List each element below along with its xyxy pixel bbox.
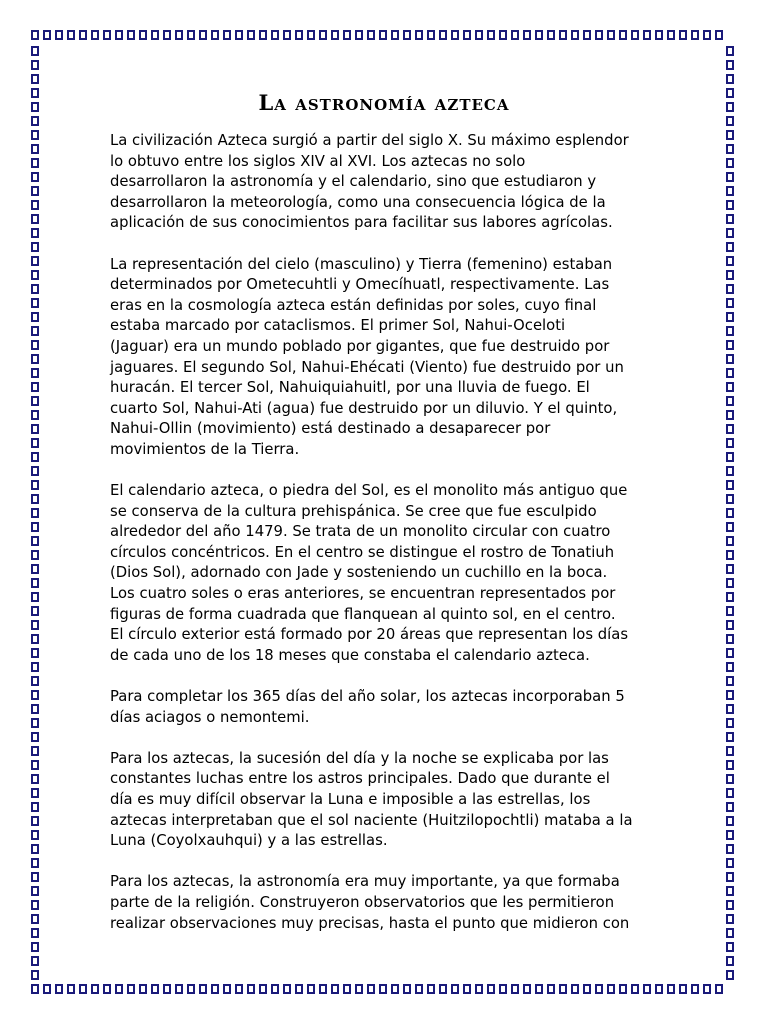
border-tile xyxy=(559,984,567,994)
border-tile xyxy=(726,312,734,322)
text-line: alrededor del año 1479. Se trata de un monolito circular con cuatro xyxy=(110,523,611,541)
border-tile xyxy=(31,550,39,560)
border-tile xyxy=(379,984,387,994)
border-tile xyxy=(726,550,734,560)
border-tile xyxy=(31,466,39,476)
text-line: El calendario azteca, o piedra del Sol, es el monolito más antiguo que xyxy=(110,482,628,500)
border-tile xyxy=(583,984,591,994)
border-tile xyxy=(31,942,39,952)
text-line: La representación del cielo (masculino) y Tierra (femenino) estaban xyxy=(110,255,613,273)
border-tile xyxy=(726,928,734,938)
border-tile xyxy=(726,396,734,406)
border-tile xyxy=(726,760,734,770)
border-tile xyxy=(31,396,39,406)
text-line: desarrollaron la meteorología, como una consecuencia lógica de la xyxy=(110,193,606,211)
border-tile xyxy=(726,242,734,252)
border-tile xyxy=(726,424,734,434)
text-line: parte de la religión. Construyeron observatorios que les permitieron xyxy=(110,893,615,911)
border-tile xyxy=(31,494,39,504)
border-tile xyxy=(187,984,195,994)
border-tile xyxy=(631,984,639,994)
border-tile xyxy=(31,228,39,238)
border-tile xyxy=(391,984,399,994)
border-tile xyxy=(595,984,603,994)
border-tile xyxy=(319,30,327,40)
border-tile xyxy=(451,30,459,40)
text-line: círculos concéntricos. En el centro se distingue el rostro de Tonatiuh xyxy=(110,543,615,561)
border-tile xyxy=(726,900,734,910)
border-tile xyxy=(175,984,183,994)
text-line: cuarto Sol, Nahui-Ati (agua) fue destruido por un diluvio. Y el quinto, xyxy=(110,399,618,417)
border-tile xyxy=(31,606,39,616)
border-tile xyxy=(726,746,734,756)
border-tile xyxy=(403,984,411,994)
border-tile xyxy=(726,578,734,588)
border-tile xyxy=(67,984,75,994)
border-tile xyxy=(31,970,39,980)
border-tile xyxy=(31,718,39,728)
border-tile xyxy=(726,508,734,518)
text-line: Para los aztecas, la sucesión del día y la noche se explicaba por las xyxy=(110,749,609,767)
border-tile xyxy=(295,984,303,994)
border-tile xyxy=(607,30,615,40)
border-tile xyxy=(379,30,387,40)
border-tile xyxy=(31,774,39,784)
border-tile xyxy=(31,312,39,322)
border-tile xyxy=(31,746,39,756)
border-tile xyxy=(726,970,734,980)
border-tile xyxy=(283,30,291,40)
border-tile xyxy=(55,30,63,40)
border-tile xyxy=(103,984,111,994)
text-line: eras en la cosmología azteca están definidas por soles, cuyo final xyxy=(110,296,597,314)
border-tile xyxy=(31,452,39,462)
text-line: (Jaguar) era un mundo poblado por gigantes, que fue destruido por xyxy=(110,337,610,355)
border-tile xyxy=(726,690,734,700)
border-tile xyxy=(31,354,39,364)
border-tile xyxy=(726,74,734,84)
border-tile xyxy=(127,984,135,994)
border-tile xyxy=(31,928,39,938)
paragraph-5 xyxy=(110,749,670,852)
border-tile xyxy=(487,984,495,994)
border-tile xyxy=(726,774,734,784)
border-tile xyxy=(439,30,447,40)
border-tile xyxy=(726,214,734,224)
paragraph-1 xyxy=(110,131,670,234)
border-tile xyxy=(475,30,483,40)
border-tile xyxy=(331,984,339,994)
text-line: Para los aztecas, la astronomía era muy importante, ya que formaba xyxy=(110,873,620,891)
border-tile xyxy=(31,872,39,882)
border-tile xyxy=(31,480,39,490)
border-tile xyxy=(655,30,663,40)
border-tile xyxy=(726,914,734,924)
border-tile xyxy=(31,298,39,308)
border-tile xyxy=(726,130,734,140)
border-tile xyxy=(726,256,734,266)
border-tile xyxy=(31,620,39,630)
border-tile xyxy=(571,984,579,994)
border-tile xyxy=(211,30,219,40)
border-tile xyxy=(199,984,207,994)
border-tile xyxy=(726,438,734,448)
border-tile xyxy=(726,480,734,490)
text-line: se conserva de la cultura prehispánica. Se cree que fue esculpido xyxy=(110,502,597,520)
border-tile xyxy=(31,438,39,448)
text-line: La civilización Azteca surgió a partir del siglo X. Su máximo esplendor xyxy=(110,132,629,149)
border-tile xyxy=(187,30,195,40)
border-tile xyxy=(31,578,39,588)
border-tile xyxy=(31,732,39,742)
decorative-border-top xyxy=(31,30,723,40)
border-tile xyxy=(259,984,267,994)
border-tile xyxy=(726,200,734,210)
border-tile xyxy=(703,30,711,40)
border-tile xyxy=(31,382,39,392)
border-tile xyxy=(726,606,734,616)
document-body xyxy=(110,131,670,955)
border-tile xyxy=(403,30,411,40)
border-tile xyxy=(415,984,423,994)
border-tile xyxy=(235,984,243,994)
border-tile xyxy=(726,942,734,952)
paragraph-4 xyxy=(110,687,670,728)
text-line: día es muy difícil observar la Luna e imposible a las estrellas, los xyxy=(110,791,591,808)
border-tile xyxy=(726,410,734,420)
border-tile xyxy=(391,30,399,40)
border-tile xyxy=(726,620,734,630)
text-line: Los cuatro soles o eras anteriores, se encuentran representados por xyxy=(110,585,616,603)
border-tile xyxy=(726,592,734,602)
border-tile xyxy=(31,830,39,840)
border-tile xyxy=(31,340,39,350)
border-tile xyxy=(43,30,51,40)
decorative-border-right xyxy=(726,46,734,980)
text-line: estaba marcado por cataclismos. El primer Sol, Nahui-Oceloti xyxy=(110,317,566,335)
border-tile xyxy=(547,984,555,994)
border-tile xyxy=(367,984,375,994)
border-tile xyxy=(343,984,351,994)
border-tile xyxy=(499,984,507,994)
border-tile xyxy=(31,214,39,224)
border-tile xyxy=(487,30,495,40)
border-tile xyxy=(31,284,39,294)
border-tile xyxy=(726,844,734,854)
border-tile xyxy=(726,382,734,392)
border-tile xyxy=(139,30,147,40)
border-tile xyxy=(31,172,39,182)
text-line: determinados por Ometecuhtli y Omecíhuatl, respectivamente. Las xyxy=(110,276,610,294)
text-line: lo obtuvo entre los siglos XIV al XVI. Los aztecas no solo xyxy=(110,152,526,170)
border-tile xyxy=(31,816,39,826)
border-tile xyxy=(643,984,651,994)
border-tile xyxy=(726,536,734,546)
border-tile xyxy=(679,30,687,40)
border-tile xyxy=(583,30,591,40)
border-tile xyxy=(31,676,39,686)
border-tile xyxy=(535,984,543,994)
border-tile xyxy=(619,984,627,994)
border-tile xyxy=(726,718,734,728)
border-tile xyxy=(607,984,615,994)
border-tile xyxy=(726,326,734,336)
border-tile xyxy=(439,984,447,994)
border-tile xyxy=(247,984,255,994)
text-line: aplicación de sus conocimientos para facilitar sus labores agrícolas. xyxy=(110,214,613,232)
border-tile xyxy=(667,30,675,40)
border-tile xyxy=(571,30,579,40)
text-line: El círculo exterior está formado por 20 áreas que representan los días xyxy=(110,626,629,644)
border-tile xyxy=(31,536,39,546)
border-tile xyxy=(31,844,39,854)
border-tile xyxy=(139,984,147,994)
text-line: Nahui-Ollin (movimiento) está destinado a desaparecer por xyxy=(110,420,551,438)
border-tile xyxy=(726,564,734,574)
border-tile xyxy=(31,508,39,518)
border-tile xyxy=(31,704,39,714)
border-tile xyxy=(367,30,375,40)
text-line: (Dios Sol), adornado con Jade y sosteniendo un cuchillo en la boca. xyxy=(110,564,608,582)
border-tile xyxy=(31,74,39,84)
paragraph-2 xyxy=(110,255,670,461)
border-tile xyxy=(199,30,207,40)
border-tile xyxy=(726,452,734,462)
paragraph-6 xyxy=(110,872,670,934)
border-tile xyxy=(511,30,519,40)
border-tile xyxy=(355,30,363,40)
border-tile xyxy=(31,648,39,658)
border-tile xyxy=(619,30,627,40)
border-tile xyxy=(163,984,171,994)
border-tile xyxy=(726,886,734,896)
border-tile xyxy=(427,30,435,40)
border-tile xyxy=(726,648,734,658)
border-tile xyxy=(127,30,135,40)
border-tile xyxy=(726,872,734,882)
border-tile xyxy=(31,690,39,700)
decorative-border-bottom xyxy=(31,984,723,994)
border-tile xyxy=(726,116,734,126)
border-tile xyxy=(247,30,255,40)
border-tile xyxy=(79,30,87,40)
decorative-border-left xyxy=(31,46,39,980)
border-tile xyxy=(31,634,39,644)
border-tile xyxy=(175,30,183,40)
border-tile xyxy=(31,116,39,126)
border-tile xyxy=(726,830,734,840)
border-tile xyxy=(667,984,675,994)
border-tile xyxy=(79,984,87,994)
border-tile xyxy=(211,984,219,994)
border-tile xyxy=(31,130,39,140)
paragraph-3 xyxy=(110,481,670,666)
border-tile xyxy=(31,200,39,210)
border-tile xyxy=(307,30,315,40)
border-tile xyxy=(726,354,734,364)
border-tile xyxy=(151,984,159,994)
border-tile xyxy=(31,242,39,252)
border-tile xyxy=(475,984,483,994)
border-tile xyxy=(726,158,734,168)
border-tile xyxy=(523,30,531,40)
text-line: de cada uno de los 18 meses que constaba el calendario azteca. xyxy=(110,646,590,664)
border-tile xyxy=(655,984,663,994)
border-tile xyxy=(31,158,39,168)
border-tile xyxy=(703,984,711,994)
border-tile xyxy=(223,30,231,40)
border-tile xyxy=(259,30,267,40)
document-title: La astronomía azteca xyxy=(258,90,510,115)
border-tile xyxy=(726,228,734,238)
border-tile xyxy=(31,522,39,532)
border-tile xyxy=(31,592,39,602)
text-line: jaguares. El segundo Sol, Nahui-Ehécati (Viento) fue destruido por un xyxy=(110,358,624,376)
border-tile xyxy=(31,914,39,924)
text-line: aztecas interpretaban que el sol naciente (Huitzilopochtli) mataba a la xyxy=(110,811,633,829)
border-tile xyxy=(91,984,99,994)
border-tile xyxy=(726,816,734,826)
border-tile xyxy=(679,984,687,994)
border-tile xyxy=(631,30,639,40)
border-tile xyxy=(31,564,39,574)
border-tile xyxy=(31,30,39,40)
text-line: desarrollaron la astronomía y el calendario, sino que estudiaron y xyxy=(110,173,597,191)
border-tile xyxy=(726,956,734,966)
border-tile xyxy=(31,760,39,770)
border-tile xyxy=(115,30,123,40)
border-tile xyxy=(415,30,423,40)
border-tile xyxy=(726,284,734,294)
border-tile xyxy=(31,46,39,56)
border-tile xyxy=(271,30,279,40)
border-tile xyxy=(331,30,339,40)
border-tile xyxy=(726,676,734,686)
border-tile xyxy=(726,46,734,56)
border-tile xyxy=(31,326,39,336)
border-tile xyxy=(726,60,734,70)
border-tile xyxy=(31,886,39,896)
border-tile xyxy=(726,494,734,504)
border-tile xyxy=(726,298,734,308)
border-tile xyxy=(163,30,171,40)
text-line: días aciagos o nemontemi. xyxy=(110,708,310,726)
border-tile xyxy=(91,30,99,40)
border-tile xyxy=(643,30,651,40)
border-tile xyxy=(726,788,734,798)
border-tile xyxy=(31,984,39,994)
border-tile xyxy=(319,984,327,994)
border-tile xyxy=(31,788,39,798)
border-tile xyxy=(726,368,734,378)
text-line: huracán. El tercer Sol, Nahuiquiahuitl, por una lluvia de fuego. El xyxy=(110,379,590,397)
text-line: movimientos de la Tierra. xyxy=(110,440,300,458)
border-tile xyxy=(726,340,734,350)
border-tile xyxy=(235,30,243,40)
border-tile xyxy=(31,410,39,420)
border-tile xyxy=(691,984,699,994)
border-tile xyxy=(547,30,555,40)
text-line: Para completar los 365 días del año solar, los aztecas incorporaban 5 xyxy=(110,688,625,706)
border-tile xyxy=(31,858,39,868)
border-tile xyxy=(355,984,363,994)
border-tile xyxy=(151,30,159,40)
border-tile xyxy=(223,984,231,994)
border-tile xyxy=(55,984,63,994)
border-tile xyxy=(31,368,39,378)
border-tile xyxy=(726,144,734,154)
border-tile xyxy=(715,30,723,40)
border-tile xyxy=(726,634,734,644)
border-tile xyxy=(511,984,519,994)
border-tile xyxy=(67,30,75,40)
border-tile xyxy=(31,186,39,196)
border-tile xyxy=(726,732,734,742)
border-tile xyxy=(726,172,734,182)
border-tile xyxy=(31,60,39,70)
border-tile xyxy=(43,984,51,994)
border-tile xyxy=(31,802,39,812)
border-tile xyxy=(31,256,39,266)
border-tile xyxy=(31,424,39,434)
border-tile xyxy=(595,30,603,40)
border-tile xyxy=(726,270,734,280)
border-tile xyxy=(31,662,39,672)
border-tile xyxy=(271,984,279,994)
border-tile xyxy=(523,984,531,994)
border-tile xyxy=(31,270,39,280)
border-tile xyxy=(31,900,39,910)
border-tile xyxy=(451,984,459,994)
border-tile xyxy=(295,30,303,40)
border-tile xyxy=(715,984,723,994)
border-tile xyxy=(103,30,111,40)
border-tile xyxy=(726,858,734,868)
border-tile xyxy=(691,30,699,40)
border-tile xyxy=(559,30,567,40)
border-tile xyxy=(427,984,435,994)
border-tile xyxy=(535,30,543,40)
border-tile xyxy=(726,186,734,196)
border-tile xyxy=(115,984,123,994)
border-tile xyxy=(726,704,734,714)
text-line: figuras de forma cuadrada que flanquean al quinto sol, en el centro. xyxy=(110,605,616,623)
border-tile xyxy=(499,30,507,40)
border-tile xyxy=(283,984,291,994)
border-tile xyxy=(726,466,734,476)
border-tile xyxy=(307,984,315,994)
border-tile xyxy=(463,30,471,40)
border-tile xyxy=(31,956,39,966)
text-line: constantes luchas entre los astros principales. Dado que durante el xyxy=(110,770,610,788)
border-tile xyxy=(343,30,351,40)
text-line: realizar observaciones muy precisas, hasta el punto que midieron con xyxy=(110,914,630,932)
border-tile xyxy=(726,522,734,532)
border-tile xyxy=(463,984,471,994)
text-line: Luna (Coyolxauhqui) y a las estrellas. xyxy=(110,832,388,850)
border-tile xyxy=(726,662,734,672)
border-tile xyxy=(726,802,734,812)
border-tile xyxy=(31,144,39,154)
